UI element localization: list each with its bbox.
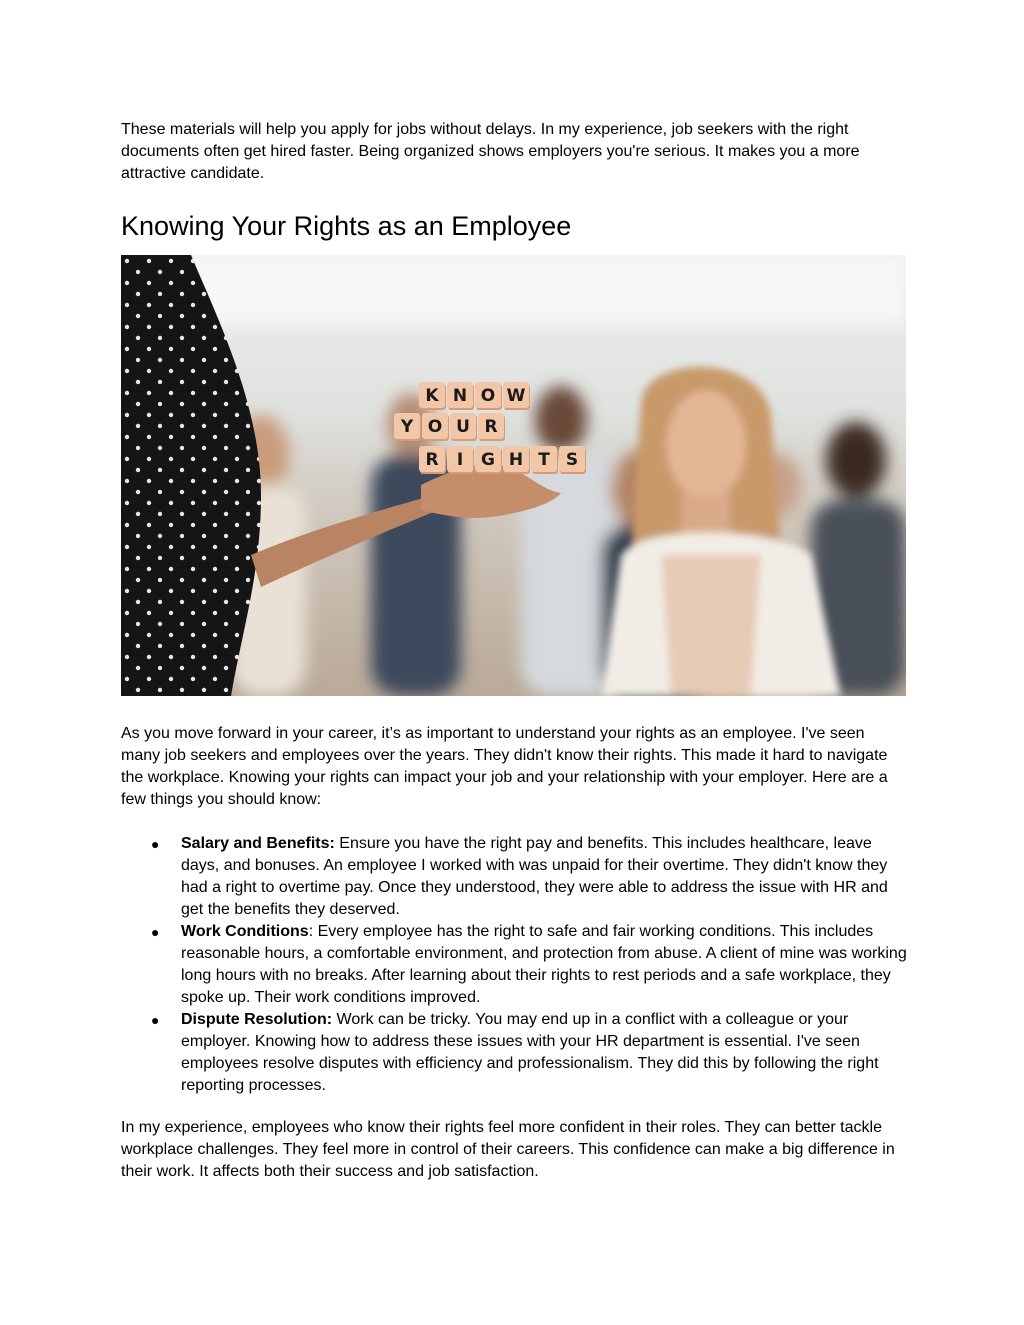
list-item-title: Dispute Resolution:	[181, 1011, 333, 1028]
letter-tile	[447, 382, 474, 410]
tile-letter: U	[456, 417, 470, 437]
tile-letter: I	[456, 450, 464, 470]
letter-tile	[419, 446, 446, 474]
letter-tile	[447, 446, 474, 474]
tile-letter: W	[506, 386, 526, 406]
tile-letter: K	[425, 386, 439, 406]
closing-paragraph: In my experience, employees who know their rights feel more confident in their roles. They can better tackle workplace challenges. They feel more in control of their careers. This confidence can make a big difference in their work. It affects both their success and job satisfaction.	[121, 1119, 895, 1180]
letter-tile	[503, 446, 530, 474]
rights-intro-paragraph: As you move forward in your career, it’s as important to understand your rights as an employee. I've seen many job seekers and employees over the years. They didn't know their rights. This made it hard to navigate the workplace. Knowing your rights can impact your job and your relationship with your employer. Here are a few things you should know:	[121, 725, 888, 808]
tile-letter: N	[452, 386, 468, 406]
bullet-icon: ●	[151, 924, 160, 940]
letter-tile	[559, 446, 586, 474]
list-item-text: : Every employee has the right to safe and fair working conditions. This includes reasonable hours, a comfortable environment, and protection from abuse. A client of mine was working long hours with no breaks. After learning about their rights to rest periods and a safe workplace, they spoke up. Their work conditions improved.	[181, 923, 907, 1006]
tile-letter: R	[484, 417, 498, 437]
intro-paragraph: These materials will help you apply for jobs without delays. In my experience, job seekers with the right documents often get hired faster. Being organized shows employers you're serious. It makes you a more attractive candidate.	[121, 121, 860, 182]
document-page	[121, 119, 907, 1183]
letter-tile	[419, 382, 446, 410]
letter-tile	[394, 413, 421, 441]
list-item-salary-benefits	[121, 833, 907, 921]
tile-letter: H	[508, 450, 524, 470]
letter-tile	[531, 446, 558, 474]
tile-letter: Y	[400, 417, 414, 437]
tile-letter: O	[480, 386, 496, 406]
tile-letter: G	[481, 450, 495, 470]
list-item-text: Ensure you have the right pay and benefits. This includes healthcare, leave days, and bonuses. An employee I worked with was unpaid for their overtime. They didn't know they had a right to overtime pay. Once they understood, they were able to address the issue with HR and get the benefits they deserved.	[181, 835, 888, 918]
list-item-text: Work can be tricky. You may end up in a conflict with a colleague or your employer. Knowing how to address these issues with your HR department is essential. I've seen employees resolve disputes with efficiency and professionalism. They did this by following the right reporting processes.	[181, 1011, 879, 1094]
bullet-icon: ●	[151, 836, 160, 852]
tile-letter: S	[565, 450, 579, 470]
tile-letter: O	[427, 417, 443, 437]
letter-tile	[475, 382, 502, 410]
letter-tile	[422, 413, 449, 441]
know-your-rights-photo	[121, 255, 906, 696]
section-heading: Knowing Your Rights as an Employee	[121, 211, 572, 241]
tile-letter: T	[538, 450, 550, 470]
letter-tile	[503, 382, 530, 410]
letter-tile	[478, 413, 505, 441]
list-item-title: Work Conditions	[181, 923, 309, 940]
letter-tile	[475, 446, 502, 474]
list-item-title: Salary and Benefits:	[181, 835, 335, 852]
rights-list	[121, 833, 907, 1097]
letter-tile	[450, 413, 477, 441]
list-item-dispute-resolution	[121, 1009, 907, 1097]
bullet-icon: ●	[151, 1012, 160, 1028]
tile-letter: R	[425, 450, 439, 470]
list-item-work-conditions	[121, 921, 907, 1009]
